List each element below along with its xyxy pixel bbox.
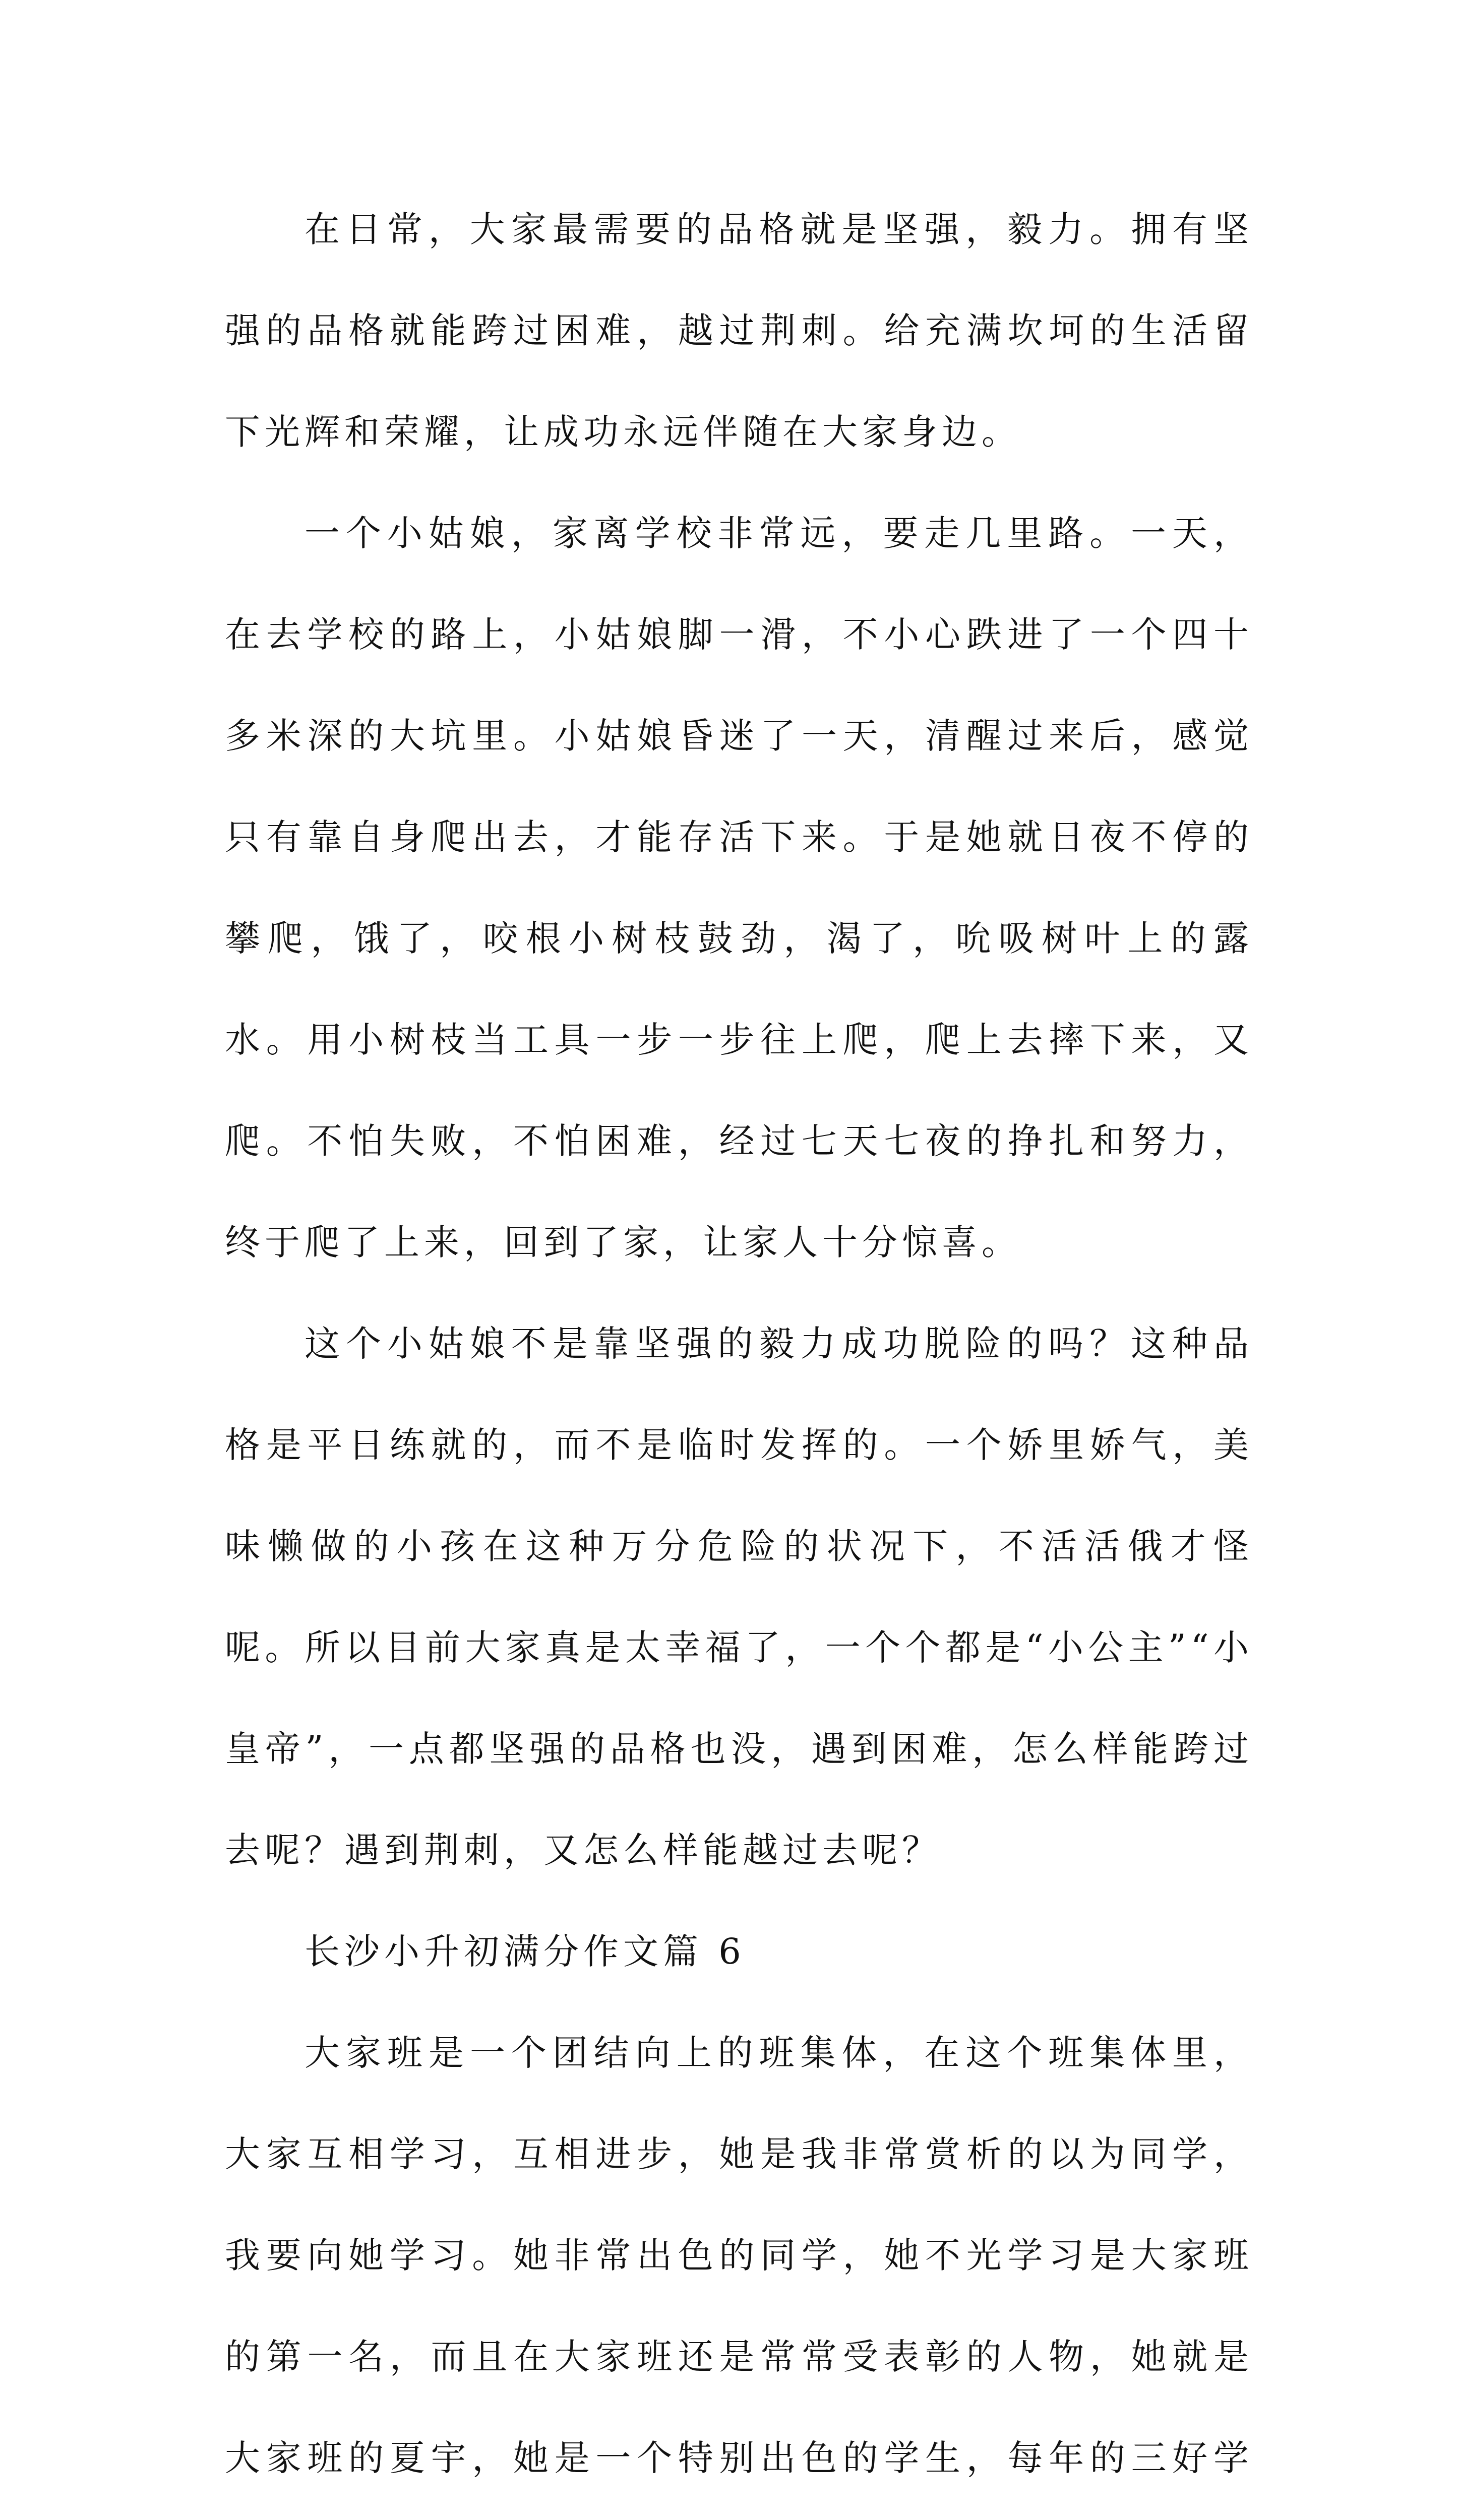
paragraph-perseverance-intro: 在日常，大家最需要的品格就是坚强，毅力。拥有坚强的品格就能跨过困难，越过荆刺。给充满坎坷的生活留下光辉和荣耀，让成功永远伴随在大家身边。 — [225, 209, 1253, 453]
section-heading: 长沙小升初满分作文篇 6 — [305, 1931, 746, 1972]
article-body — [225, 179, 1253, 2520]
paragraph-girl-story: 一个小姑娘，家离学校非常远，要走几里路。一天，在去学校的路上，小姑娘脚一滑，不小心跌进了一个四十多米深的大坑里。小姑娘昏迷了一天，清醒过来后，感觉只有靠自身爬出去，才能存活下来。于是她就日夜不停的攀爬，饿了，咬根小树枝鼓劲，渴了，吮吸树叶上的露水。用小树枝当工具一步一步往上爬，爬上去摔下来，又爬。不怕失败，不怕困难，经过七天七夜的挣扎和努力，终于爬了上来，回到了家，让家人十分惊喜。 — [225, 513, 1253, 1263]
paragraph-reflection: 这个小姑娘不是靠坚强的毅力成功脱险的吗？这种品格是平日练就的，而不是临时发挥的。一个娇里娇气，美味懒做的小孩在这种万分危险的状况下，不活活俄才怪呢。所以目前大家真是太幸福了，一个个都是“小公主”“小皇帝”，一点都坚强的品格也没，遇到困难，怎么样能跨过去呢？遇到荆刺，又怎么样能越过去呢？ — [225, 1323, 1253, 1871]
paragraph-classmate: 大家班是一个团结向上的班集体，在这个班集体里，大家互相学习，互相进步，她是我非常赏析的以为同学，我要向她学习。她非常出色的同学，她不光学习是大家班的第一名，而且在大家班还是常常受表彰的人物，她就是大家班的夏宇，她是一个特别出色的学生，每年的三好学 — [225, 2032, 1253, 2479]
